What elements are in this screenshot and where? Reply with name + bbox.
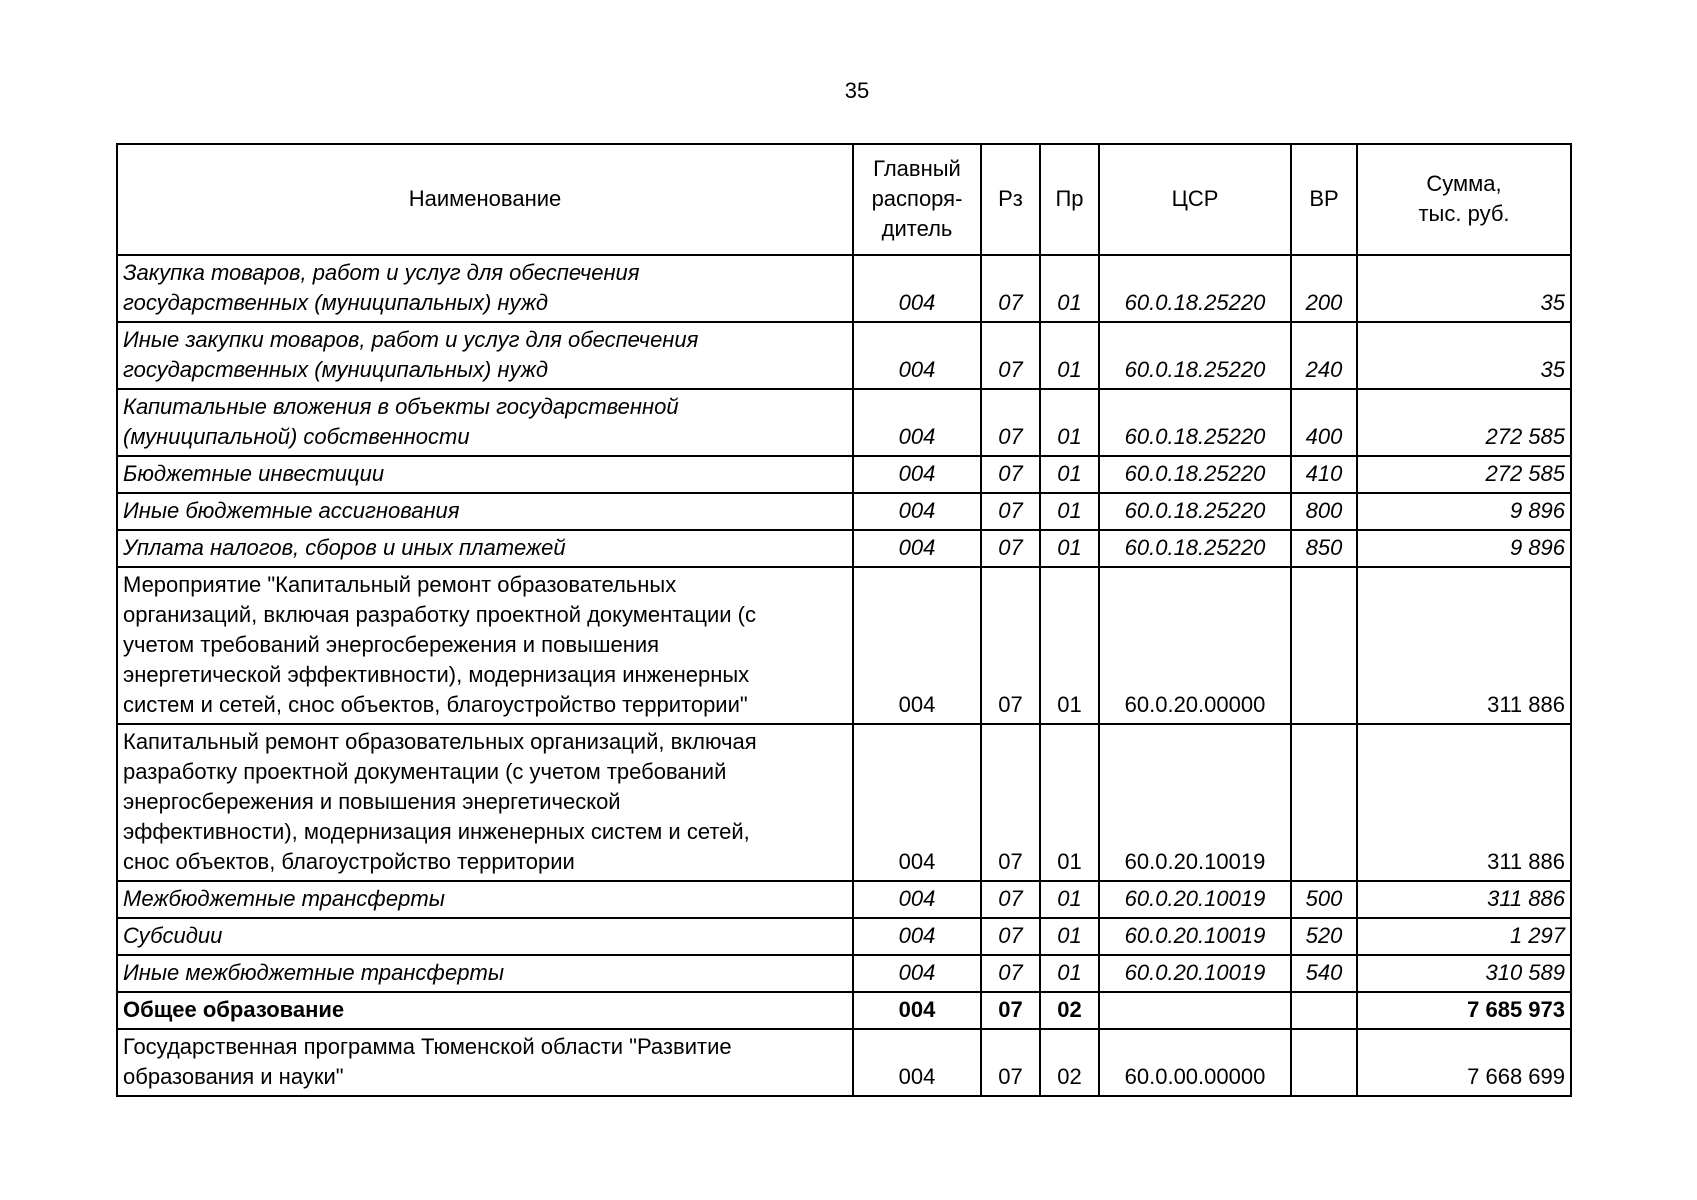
cell-vr: 850 xyxy=(1291,530,1357,567)
table-row xyxy=(117,389,1571,456)
cell-pr: 01 xyxy=(1040,881,1099,918)
header-row xyxy=(117,144,1571,255)
cell-pr: 01 xyxy=(1040,456,1099,493)
cell-grbs: 004 xyxy=(853,881,981,918)
cell-name xyxy=(117,530,853,567)
table-row xyxy=(117,724,1571,881)
header-name: Наименование xyxy=(117,144,853,255)
cell-name xyxy=(117,255,853,322)
cell-rz: 07 xyxy=(981,992,1040,1029)
cell-pr: 01 xyxy=(1040,567,1099,724)
cell-name-line: государственных (муниципальных) нужд xyxy=(123,290,549,315)
cell-pr: 01 xyxy=(1040,322,1099,389)
cell-grbs: 004 xyxy=(853,918,981,955)
cell-name-line: Мероприятие "Капитальный ремонт образовательных xyxy=(123,572,677,597)
cell-name-line: энергосбережения и повышения энергетической xyxy=(123,789,621,814)
cell-rz: 07 xyxy=(981,456,1040,493)
cell-sum: 1 297 xyxy=(1357,918,1571,955)
cell-vr: 410 xyxy=(1291,456,1357,493)
table-row xyxy=(117,992,1571,1029)
cell-csr xyxy=(1099,992,1291,1029)
cell-vr: 800 xyxy=(1291,493,1357,530)
cell-name xyxy=(117,456,853,493)
cell-name xyxy=(117,567,853,724)
cell-name-line: эффективности), модернизация инженерных систем и сетей, xyxy=(123,819,750,844)
cell-vr xyxy=(1291,567,1357,724)
cell-sum: 9 896 xyxy=(1357,530,1571,567)
cell-name-line: Субсидии xyxy=(123,923,223,948)
header-sum: Сумма, тыс. руб. xyxy=(1357,144,1571,255)
cell-rz: 07 xyxy=(981,881,1040,918)
cell-vr: 400 xyxy=(1291,389,1357,456)
table-row xyxy=(117,567,1571,724)
cell-csr: 60.0.20.00000 xyxy=(1099,567,1291,724)
cell-grbs: 004 xyxy=(853,389,981,456)
cell-csr: 60.0.20.10019 xyxy=(1099,918,1291,955)
cell-name-line: Закупка товаров, работ и услуг для обеспечения xyxy=(123,260,640,285)
cell-vr: 200 xyxy=(1291,255,1357,322)
cell-pr: 01 xyxy=(1040,724,1099,881)
table-row xyxy=(117,493,1571,530)
cell-name-line: разработку проектной документации (с учетом требований xyxy=(123,759,727,784)
cell-pr: 02 xyxy=(1040,992,1099,1029)
cell-name-line: Уплата налогов, сборов и иных платежей xyxy=(123,535,566,560)
cell-name xyxy=(117,724,853,881)
header-grbs: Главный распоря- дитель xyxy=(853,144,981,255)
cell-csr: 60.0.18.25220 xyxy=(1099,255,1291,322)
cell-grbs: 004 xyxy=(853,1029,981,1096)
cell-name-line: Капитальные вложения в объекты государственной xyxy=(123,394,679,419)
table-row xyxy=(117,918,1571,955)
cell-name xyxy=(117,955,853,992)
cell-rz: 07 xyxy=(981,724,1040,881)
cell-name xyxy=(117,493,853,530)
cell-name xyxy=(117,1029,853,1096)
cell-csr: 60.0.20.10019 xyxy=(1099,881,1291,918)
cell-grbs: 004 xyxy=(853,992,981,1029)
cell-sum: 35 xyxy=(1357,322,1571,389)
cell-sum: 9 896 xyxy=(1357,493,1571,530)
cell-pr: 01 xyxy=(1040,955,1099,992)
cell-name xyxy=(117,992,853,1029)
cell-rz: 07 xyxy=(981,567,1040,724)
cell-csr: 60.0.18.25220 xyxy=(1099,389,1291,456)
cell-sum: 272 585 xyxy=(1357,389,1571,456)
cell-csr: 60.0.00.00000 xyxy=(1099,1029,1291,1096)
budget-table xyxy=(116,143,1572,1097)
cell-pr: 01 xyxy=(1040,255,1099,322)
cell-csr: 60.0.20.10019 xyxy=(1099,724,1291,881)
cell-sum: 35 xyxy=(1357,255,1571,322)
page-number: 35 xyxy=(844,78,870,103)
cell-csr: 60.0.18.25220 xyxy=(1099,456,1291,493)
header-pr: Пр xyxy=(1040,144,1099,255)
table-row xyxy=(117,456,1571,493)
cell-sum: 311 886 xyxy=(1357,881,1571,918)
cell-name-line: Иные межбюджетные трансферты xyxy=(123,960,505,985)
cell-pr: 02 xyxy=(1040,1029,1099,1096)
cell-name xyxy=(117,881,853,918)
cell-vr xyxy=(1291,992,1357,1029)
cell-grbs: 004 xyxy=(853,955,981,992)
cell-vr: 520 xyxy=(1291,918,1357,955)
table-row xyxy=(117,1029,1571,1096)
header-vr: ВР xyxy=(1291,144,1357,255)
cell-rz: 07 xyxy=(981,255,1040,322)
cell-name-line: систем и сетей, снос объектов, благоустройство территории" xyxy=(123,692,748,717)
cell-grbs: 004 xyxy=(853,724,981,881)
cell-name-line: организаций, включая разработку проектной документации (с xyxy=(123,602,756,627)
cell-name-line: образования и науки" xyxy=(123,1064,344,1089)
cell-csr: 60.0.18.25220 xyxy=(1099,530,1291,567)
cell-name-line: учетом требований энергосбережения и повышения xyxy=(123,632,660,657)
cell-name xyxy=(117,322,853,389)
cell-csr: 60.0.18.25220 xyxy=(1099,322,1291,389)
cell-csr: 60.0.18.25220 xyxy=(1099,493,1291,530)
cell-grbs: 004 xyxy=(853,493,981,530)
cell-vr: 540 xyxy=(1291,955,1357,992)
cell-name-line: Иные закупки товаров, работ и услуг для обеспечения xyxy=(123,327,699,352)
cell-rz: 07 xyxy=(981,493,1040,530)
cell-rz: 07 xyxy=(981,955,1040,992)
cell-name-line: государственных (муниципальных) нужд xyxy=(123,357,549,382)
cell-grbs: 004 xyxy=(853,322,981,389)
table-body xyxy=(117,255,1571,1096)
cell-name-line: Капитальный ремонт образовательных организаций, включая xyxy=(123,729,757,754)
cell-pr: 01 xyxy=(1040,530,1099,567)
header-rz: Рз xyxy=(981,144,1040,255)
cell-grbs: 004 xyxy=(853,255,981,322)
cell-sum: 311 886 xyxy=(1357,567,1571,724)
cell-grbs: 004 xyxy=(853,530,981,567)
cell-name-line: Межбюджетные трансферты xyxy=(123,886,445,911)
cell-name xyxy=(117,918,853,955)
table-row xyxy=(117,322,1571,389)
cell-name-line: энергетической эффективности), модернизация инженерных xyxy=(123,662,750,687)
cell-grbs: 004 xyxy=(853,567,981,724)
cell-name xyxy=(117,389,853,456)
cell-vr xyxy=(1291,724,1357,881)
cell-name-line: снос объектов, благоустройство территории xyxy=(123,849,575,874)
cell-pr: 01 xyxy=(1040,493,1099,530)
cell-name-line: (муниципальной) собственности xyxy=(123,424,470,449)
cell-rz: 07 xyxy=(981,918,1040,955)
cell-grbs: 004 xyxy=(853,456,981,493)
cell-rz: 07 xyxy=(981,322,1040,389)
cell-vr: 240 xyxy=(1291,322,1357,389)
cell-rz: 07 xyxy=(981,530,1040,567)
table-row xyxy=(117,955,1571,992)
cell-sum: 7 668 699 xyxy=(1357,1029,1571,1096)
cell-name-line: Иные бюджетные ассигнования xyxy=(123,498,460,523)
cell-name-line: Общее образование xyxy=(123,997,345,1022)
cell-sum: 272 585 xyxy=(1357,456,1571,493)
cell-vr xyxy=(1291,1029,1357,1096)
cell-sum: 310 589 xyxy=(1357,955,1571,992)
header-csr: ЦСР xyxy=(1099,144,1291,255)
cell-vr: 500 xyxy=(1291,881,1357,918)
table-row xyxy=(117,255,1571,322)
cell-pr: 01 xyxy=(1040,389,1099,456)
cell-sum: 311 886 xyxy=(1357,724,1571,881)
table-row xyxy=(117,881,1571,918)
cell-sum: 7 685 973 xyxy=(1357,992,1571,1029)
cell-rz: 07 xyxy=(981,1029,1040,1096)
cell-csr: 60.0.20.10019 xyxy=(1099,955,1291,992)
cell-name-line: Государственная программа Тюменской области "Развитие xyxy=(123,1034,732,1059)
cell-name-line: Бюджетные инвестиции xyxy=(123,461,385,486)
table-row xyxy=(117,530,1571,567)
cell-rz: 07 xyxy=(981,389,1040,456)
cell-pr: 01 xyxy=(1040,918,1099,955)
